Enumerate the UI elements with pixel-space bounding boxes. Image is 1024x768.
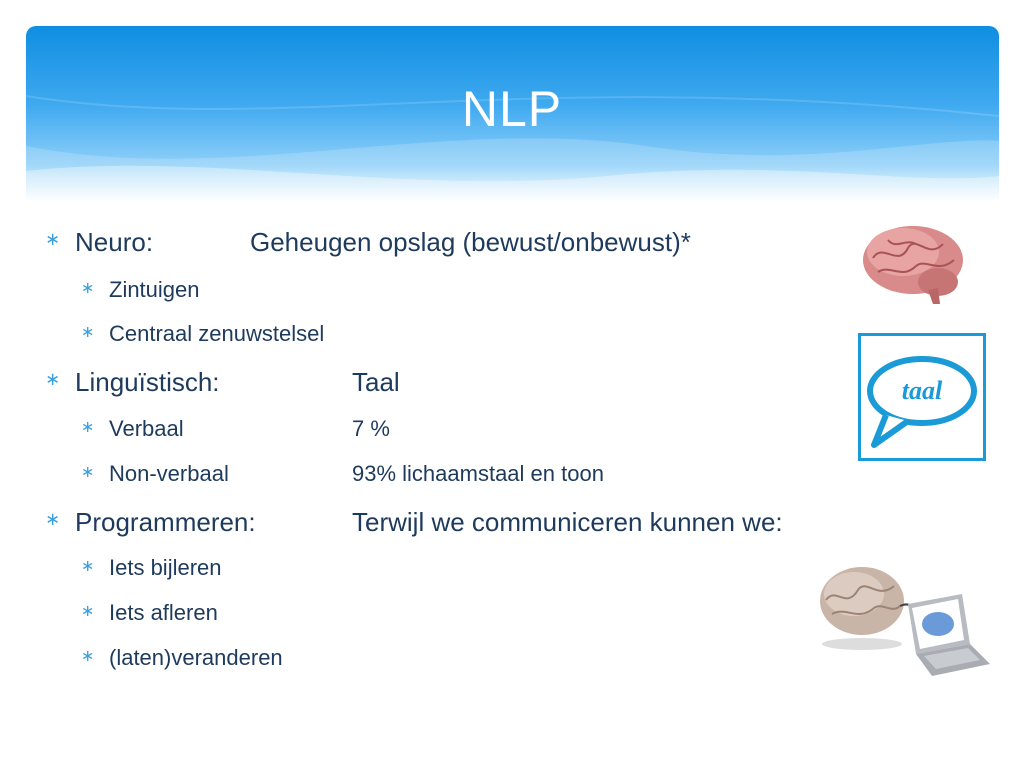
- item-value: Geheugen opslag (bewust/onbewust)*: [250, 227, 691, 257]
- taal-label: taal: [901, 376, 943, 405]
- bullet-icon: ∗: [81, 603, 95, 620]
- bullet-icon: ∗: [81, 280, 95, 297]
- bullet-icon: ∗: [45, 369, 61, 389]
- list-item-afleren: [81, 600, 218, 626]
- item-label: Linguïstisch:: [75, 367, 220, 397]
- item-value: 93% lichaamstaal en toon: [352, 461, 604, 486]
- list-item-centraal: [81, 321, 325, 347]
- list-item-bijleren: [81, 555, 222, 581]
- item-label: Neuro:: [75, 227, 154, 257]
- slide-title: NLP: [461, 81, 563, 137]
- item-label: (laten)veranderen: [109, 645, 283, 670]
- bullet-icon: ∗: [81, 324, 95, 341]
- bullet-icon: ∗: [81, 464, 95, 481]
- list-item-veranderen: [81, 645, 283, 671]
- list-item-nonverbaal: [81, 461, 604, 487]
- list-item-programmeren: [45, 507, 783, 538]
- taal-speech-bubble-image: [858, 333, 986, 461]
- item-value: Taal: [352, 367, 400, 397]
- item-label: Centraal zenuwstelsel: [109, 321, 325, 346]
- brain-laptop-image: [812, 556, 992, 681]
- item-label: Verbaal: [109, 416, 184, 441]
- bullet-icon: ∗: [81, 648, 95, 665]
- item-label: Zintuigen: [109, 277, 200, 302]
- bullet-icon: ∗: [45, 509, 61, 529]
- list-item-zintuigen: [81, 277, 200, 303]
- item-label: Iets afleren: [109, 600, 218, 625]
- bullet-icon: ∗: [45, 229, 61, 249]
- item-label: Programmeren:: [75, 507, 256, 537]
- item-label: Iets bijleren: [109, 555, 222, 580]
- list-item-verbaal: [81, 416, 390, 442]
- list-item-neuro: [45, 227, 691, 258]
- bullet-icon: ∗: [81, 558, 95, 575]
- list-item-linguistisch: [45, 367, 400, 398]
- bullet-icon: ∗: [81, 419, 95, 436]
- brain-image: [858, 220, 973, 308]
- item-value: 7 %: [352, 416, 390, 441]
- item-label: Non-verbaal: [109, 461, 229, 486]
- item-value: Terwijl we communiceren kunnen we:: [352, 507, 783, 537]
